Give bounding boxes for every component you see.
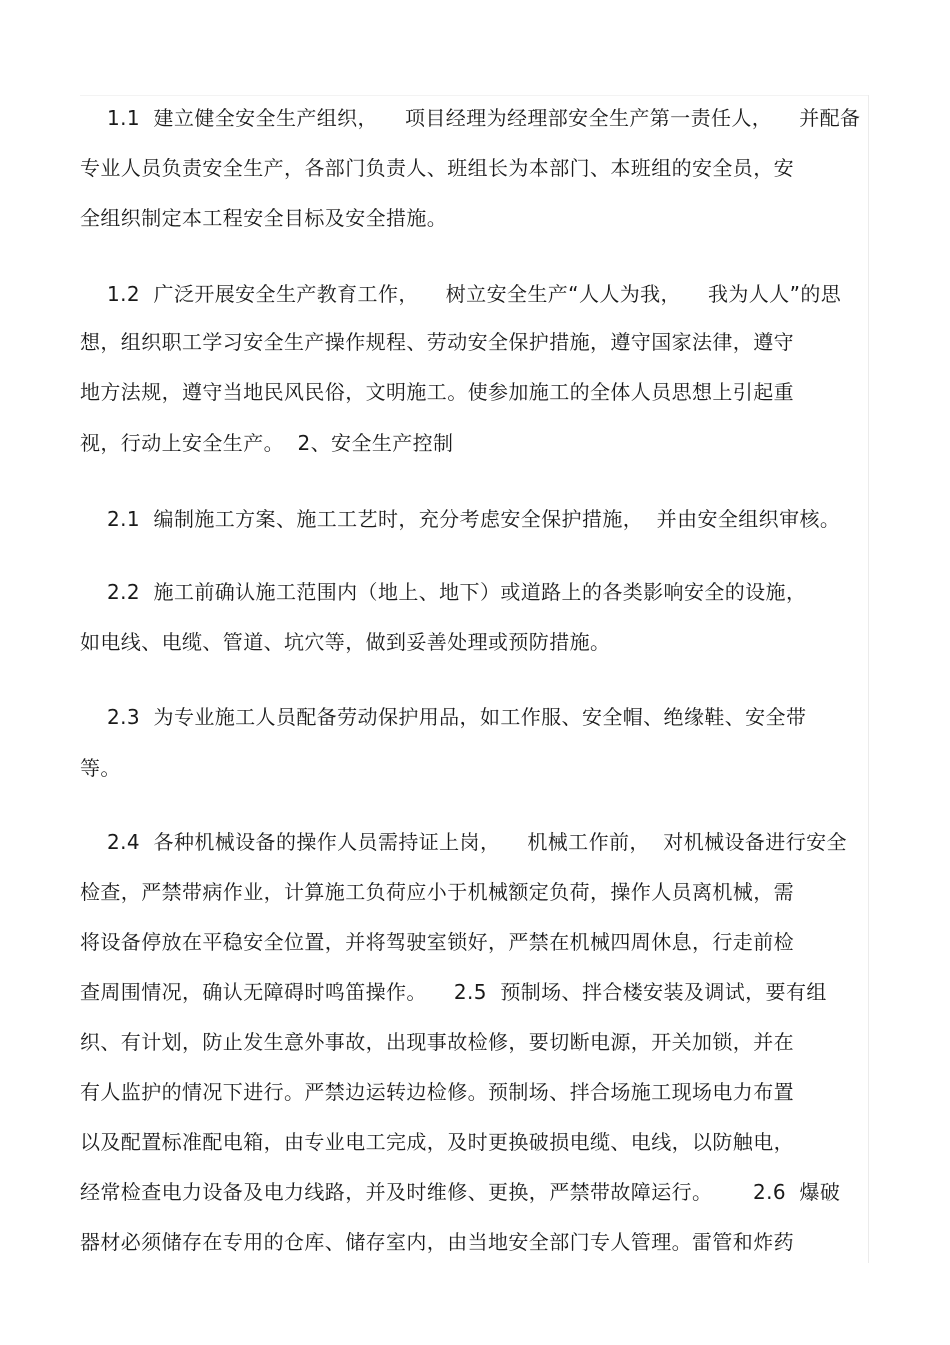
text-line: 地方法规，遵守当地民风民俗，文明施工。使参加施工的全体人员思想上引起重 [80, 380, 794, 404]
text-line: 如电线、电缆、管道、坑穴等，做到妥善处理或预防措施。 [80, 630, 611, 654]
text-line: 织、有计划，防止发生意外事故，出现事故检修，要切断电源，开关加锁，并在 [80, 1030, 794, 1054]
text-line: 1.2 广泛开展安全生产教育工作， 树立安全生产“人人为我， 我为人人”的思 [80, 282, 842, 306]
text-line: 将设备停放在平稳安全位置，并将驾驶室锁好，严禁在机械四周休息，行走前检 [80, 930, 794, 954]
text-line: 专业人员负责安全生产，各部门负责人、班组长为本部门、本班组的安全员，安 [80, 156, 794, 180]
text-line: 以及配置标准配电箱，由专业电工完成，及时更换破损电缆、电线，以防触电， [80, 1130, 794, 1154]
text-line: 检查，严禁带病作业，计算施工负荷应小于机械额定负荷，操作人员离机械，需 [80, 880, 794, 904]
text-line: 查周围情况，确认无障碍时鸣笛操作。 2.5 预制场、拌合楼安装及调试，要有组 [80, 980, 827, 1004]
text-line: 2.3 为专业施工人员配备劳动保护用品，如工作服、安全帽、绝缘鞋、安全带 [80, 705, 807, 729]
text-line: 2.2 施工前确认施工范围内（地上、地下）或道路上的各类影响安全的设施， [80, 580, 807, 604]
text-line: 器材必须储存在专用的仓库、储存室内，由当地安全部门专人管理。雷管和炸药 [80, 1230, 794, 1254]
text-line: 2.1 编制施工方案、施工工艺时，充分考虑安全保护措施， 并由安全组织审核。 [80, 507, 841, 531]
text-line: 全组织制定本工程安全目标及安全措施。 [80, 206, 448, 230]
text-line: 等。 [80, 756, 121, 780]
page-right-edge [868, 95, 869, 1263]
page-top-edge [80, 95, 869, 96]
text-line: 想，组织职工学习安全生产操作规程、劳动安全保护措施，遵守国家法律，遵守 [80, 330, 794, 354]
text-line: 2.4 各种机械设备的操作人员需持证上岗， 机械工作前， 对机械设备进行安全 [80, 830, 847, 854]
text-line: 经常检查电力设备及电力线路，并及时维修、更换，严禁带故障运行。 2.6 爆破 [80, 1180, 841, 1204]
text-line: 1.1 建立健全安全生产组织， 项目经理为经理部安全生产第一责任人， 并配备 [80, 106, 861, 130]
text-line: 有人监护的情况下进行。严禁边运转边检修。预制场、拌合场施工现场电力布置 [80, 1080, 794, 1104]
text-line: 视，行动上安全生产。 2、安全生产控制 [80, 431, 454, 455]
